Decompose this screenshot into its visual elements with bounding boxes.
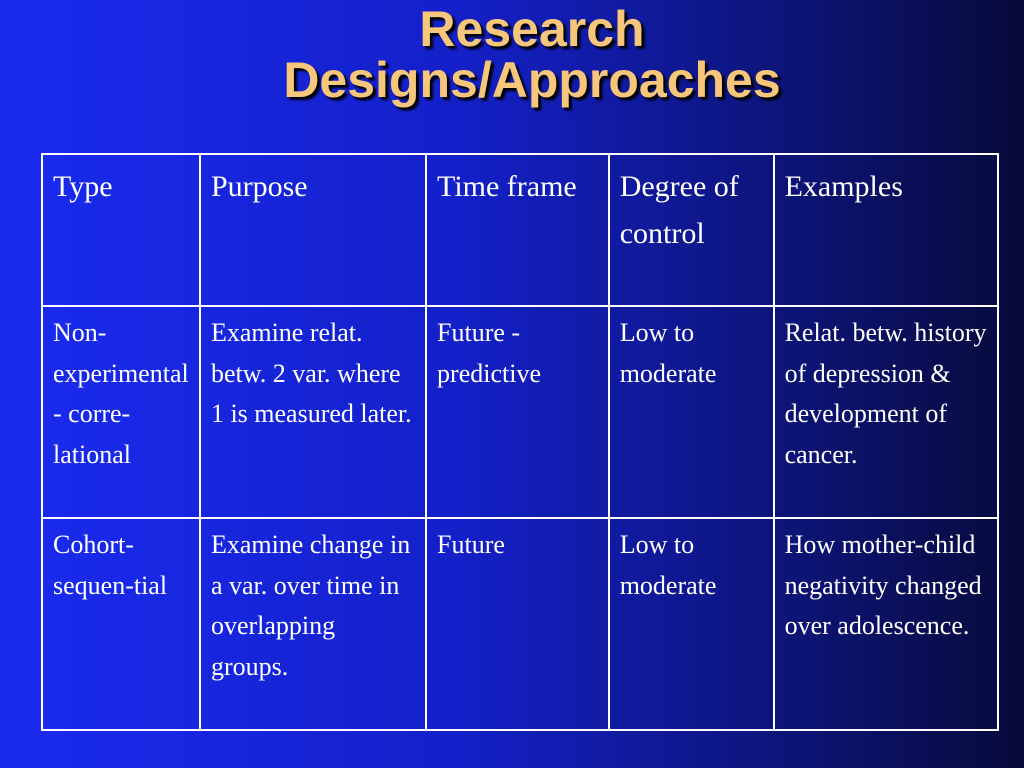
slide-title <box>0 0 1024 106</box>
cell-purpose: Examine relat. betw. 2 var. where 1 is measured later. <box>200 306 426 518</box>
cell-time-frame: Future <box>426 518 609 730</box>
cell-examples: Relat. betw. history of depression & development of cancer. <box>774 306 998 518</box>
slide-title-line-2: Designs/Approaches <box>283 52 781 108</box>
header-time-frame: Time frame <box>426 154 609 306</box>
cell-time-frame: Future - predictive <box>426 306 609 518</box>
header-type: Type <box>42 154 200 306</box>
cell-degree-of-control: Low to moderate <box>609 518 774 730</box>
cell-examples: How mother-child negativity changed over adolescence. <box>774 518 998 730</box>
table-header-row <box>42 154 998 306</box>
cell-degree-of-control: Low to moderate <box>609 306 774 518</box>
header-examples: Examples <box>774 154 998 306</box>
table-row <box>42 518 998 730</box>
table-row <box>42 306 998 518</box>
cell-type: Non-experimental - corre-lational <box>42 306 200 518</box>
research-designs-table <box>41 153 999 731</box>
slide-title-line-1: Research <box>419 1 645 57</box>
header-purpose: Purpose <box>200 154 426 306</box>
header-degree-of-control: Degree of control <box>609 154 774 306</box>
cell-purpose: Examine change in a var. over time in overlapping groups. <box>200 518 426 730</box>
cell-type: Cohort-sequen-tial <box>42 518 200 730</box>
